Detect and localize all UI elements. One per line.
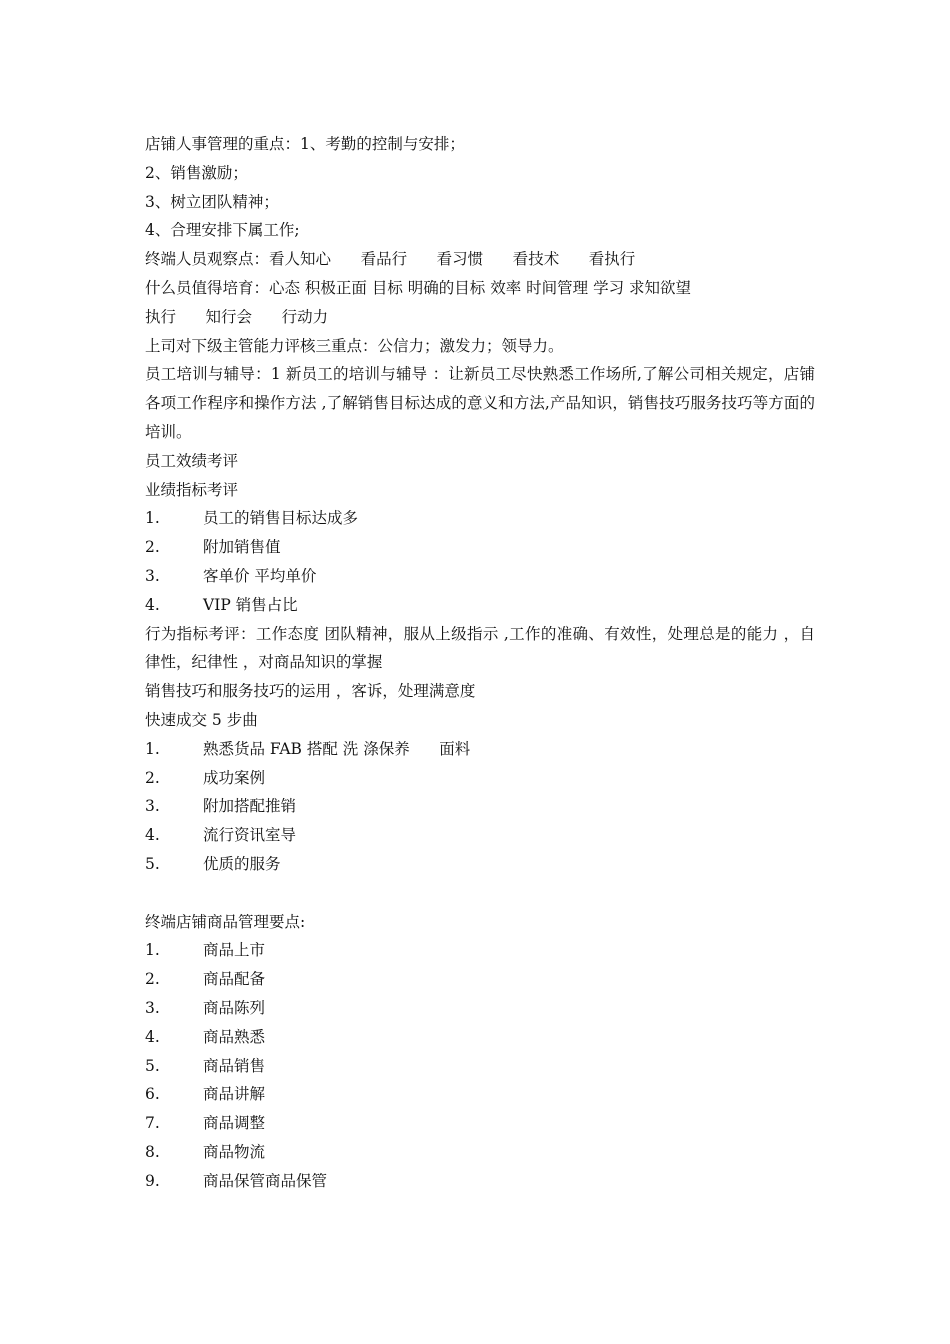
list-text: 附加搭配推销: [203, 797, 297, 816]
text-line: 4、合理安排下属工作;: [145, 221, 300, 240]
text-line: 终端人员观察点：看人知心 看品行 看习惯 看技术 看执行: [145, 250, 636, 269]
list-item: [145, 1167, 815, 1196]
section-heading: 快速成交 5 步曲: [145, 710, 258, 729]
list-text: 客单价 平均单价: [203, 566, 317, 585]
section-heading: 员工效绩考评: [145, 451, 239, 470]
list-item: [145, 735, 815, 764]
list-item: [145, 562, 815, 591]
list-text: 优质的服务: [203, 854, 281, 873]
list-number: 4.: [145, 826, 160, 845]
section-heading: 业绩指标考评: [145, 480, 239, 499]
text-line: 2、销售激励；: [145, 163, 248, 182]
list-number: 1.: [145, 739, 160, 758]
list-number: 5.: [145, 1056, 160, 1075]
list-item: [145, 591, 815, 620]
list-item: [145, 821, 815, 850]
section-heading: 终端店铺商品管理要点:: [145, 912, 306, 931]
list-text: 商品陈列: [203, 998, 266, 1017]
list-item: [145, 1023, 815, 1052]
list-number: 2.: [145, 768, 160, 787]
list-number: 3.: [145, 797, 160, 816]
list-text: 商品保管商品保管: [203, 1171, 328, 1190]
list-number: 6.: [145, 1085, 160, 1104]
list-text: 成功案例: [203, 768, 266, 787]
list-item: [145, 792, 815, 821]
list-text: 商品熟悉: [203, 1027, 266, 1046]
list-text: 商品销售: [203, 1056, 266, 1075]
text-line: 销售技巧和服务技巧的运用 ，客诉，处理满意度: [145, 682, 476, 701]
text-line: 3、树立团队精神；: [145, 192, 279, 211]
list-item: [145, 533, 815, 562]
quick-steps-list: [145, 735, 815, 879]
performance-list: [145, 504, 815, 619]
list-text: 流行资讯室导: [203, 826, 297, 845]
text-line: 执行 知行会 行动力: [145, 307, 329, 326]
text-paragraph: 什么员值得培育：心态 积极正面 目标 明确的目标 效率 时间管理 学习 求知欲望: [145, 278, 691, 297]
list-number: 3.: [145, 998, 160, 1017]
list-number: 9.: [145, 1171, 160, 1190]
list-number: 1.: [145, 509, 160, 528]
list-text: 商品配备: [203, 970, 266, 989]
list-item: [145, 1109, 815, 1138]
goods-list: [145, 936, 815, 1195]
blank-line: [145, 879, 815, 908]
text-line: 上司对下级主管能力评核三重点：公信力；激发力；领导力。: [145, 336, 564, 355]
list-number: 4.: [145, 595, 160, 614]
list-item: [145, 1052, 815, 1081]
list-number: 4.: [145, 1027, 160, 1046]
list-text: VIP 销售占比: [203, 595, 298, 614]
list-number: 2.: [145, 970, 160, 989]
list-item: [145, 994, 815, 1023]
list-number: 8.: [145, 1142, 160, 1161]
list-text: 商品上市: [203, 941, 266, 960]
text-paragraph: 员工培训与辅导：1 新员工的培训与辅导 ：让新员工尽快熟悉工作场所,了解公司相关规定，店铺各项工作程序和操作方法 ,了解销售目标达成的意义和方法,产品知识，销售技巧服务技巧等方面的培训。: [145, 365, 815, 441]
list-number: 5.: [145, 854, 160, 873]
list-item: [145, 965, 815, 994]
list-text: 附加销售值: [203, 538, 281, 557]
list-number: 3.: [145, 566, 160, 585]
list-item: [145, 1080, 815, 1109]
text-paragraph: 行为指标考评：工作态度 团队精神，服从上级指示 ,工作的准确、有效性，处理总是的能力 ，自律性，纪律性 ，对商品知识的掌握: [145, 624, 815, 672]
list-text: 商品物流: [203, 1142, 266, 1161]
list-item: [145, 504, 815, 533]
list-item: [145, 764, 815, 793]
list-text: 熟悉货品 FAB 搭配 洗 涤保养 面料: [203, 739, 471, 758]
list-text: 商品调整: [203, 1114, 266, 1133]
list-text: 员工的销售目标达成多: [203, 509, 359, 528]
list-item: [145, 936, 815, 965]
list-number: 1.: [145, 941, 160, 960]
list-number: 7.: [145, 1114, 160, 1133]
list-item: [145, 850, 815, 879]
list-item: [145, 1138, 815, 1167]
list-number: 2.: [145, 538, 160, 557]
list-text: 商品讲解: [203, 1085, 266, 1104]
text-line: 店铺人事管理的重点：1、考勤的控制与安排；: [145, 135, 465, 153]
document-page: [145, 130, 815, 1195]
